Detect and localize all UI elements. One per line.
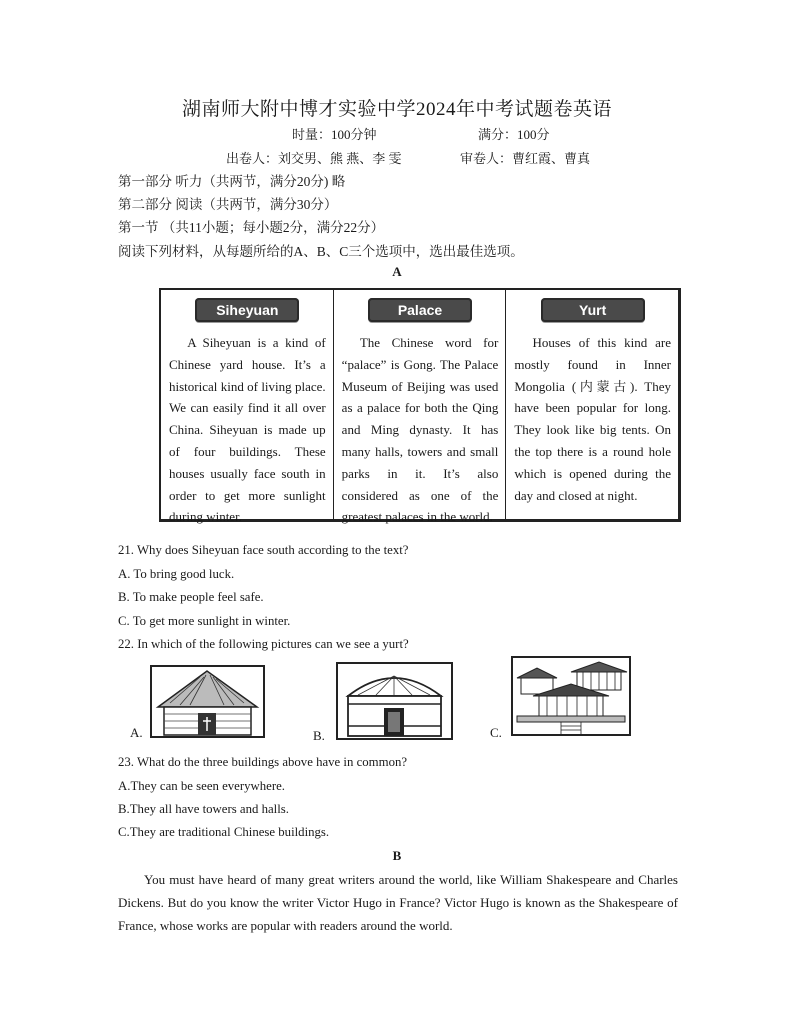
- question-23-option-a: A.They can be seen everywhere.: [118, 779, 285, 793]
- exam-authors: 出卷人：刘交男、熊 燕、李 雯: [226, 151, 402, 166]
- question-23-option-c: C.They are traditional Chinese buildings.: [118, 825, 330, 839]
- picture-label-c: C.: [490, 725, 502, 740]
- exam-title: 湖南师大附中博才实验中学2024年中考试题卷英语: [181, 99, 612, 120]
- palace-picture: [511, 656, 631, 736]
- siheyuan-column: [161, 290, 334, 525]
- passage-b-text: You must have heard of many great writers around the world, like William Shakespeare and Charles Dickens. But do you know the writer Victor Hugo in France? Victor Hugo is known as the Shakespeare of France, whose works are popular with readers around the world.: [118, 872, 678, 933]
- palace-heading: Palace: [368, 298, 472, 322]
- part1-heading: 第一部分 听力（共两节，满分20分) 略: [118, 174, 346, 189]
- siheyuan-text: A Siheyuan is a kind of Chinese yard house. It’s a historical kind of living place. We can easily find it all over China. Siheyuan is made up of four buildings. These houses usually face south in order to get more sunlight during winter.: [169, 335, 326, 525]
- buildings-table: [159, 288, 681, 525]
- question-21-option-c: C. To get more sunlight in winter.: [118, 614, 291, 628]
- yurt-column: [506, 290, 678, 519]
- palace-text: The Chinese word for “palace” is Gong. The Palace Museum of Beijing was used as a palace for both the Qing and Ming dynasty. It has many halls, towers and small parks in it. It’s also considered as one of the greatest palaces in the world.: [341, 335, 499, 525]
- palace-column: [334, 290, 507, 525]
- question-23: 23. What do the three buildings above have in common?: [118, 755, 408, 769]
- picture-label-b: B.: [313, 728, 325, 743]
- question-21-option-b: B. To make people feel safe.: [118, 590, 264, 604]
- instruction-text: 阅读下列材料，从每题所给的A、B、C三个选项中，选出最佳选项。: [118, 244, 524, 259]
- passage-a-label: A: [392, 264, 402, 279]
- exam-score: 满分：100分: [478, 127, 550, 142]
- part2-heading: 第二部分 阅读（共两节，满分30分）: [118, 197, 338, 212]
- exam-time: 时量：100分钟: [292, 127, 377, 142]
- question-23-option-b: B.They all have towers and halls.: [118, 802, 289, 816]
- picture-label-a: A.: [130, 725, 143, 740]
- siheyuan-heading: Siheyuan: [195, 298, 299, 322]
- siheyuan-picture: [150, 665, 265, 738]
- question-21: 21. Why does Siheyuan face south according to the text?: [118, 543, 409, 557]
- passage-b-label: B: [392, 848, 402, 863]
- yurt-heading: Yurt: [541, 298, 645, 322]
- exam-reviewers: 审卷人：曹红霞、曹真: [460, 151, 591, 166]
- question-22: 22. In which of the following pictures can we see a yurt?: [118, 637, 409, 651]
- question-21-option-a: A. To bring good luck.: [118, 567, 235, 581]
- section1-heading: 第一节 （共11小题；每小题2分，满分22分）: [118, 220, 385, 235]
- yurt-text: Houses of this kind are mostly found in Inner Mongolia (内蒙古). They have been popular for long. They look like big tents. On the top there is a round hole which is opened during the day and closed at night.: [514, 335, 672, 503]
- yurt-picture: [336, 662, 453, 740]
